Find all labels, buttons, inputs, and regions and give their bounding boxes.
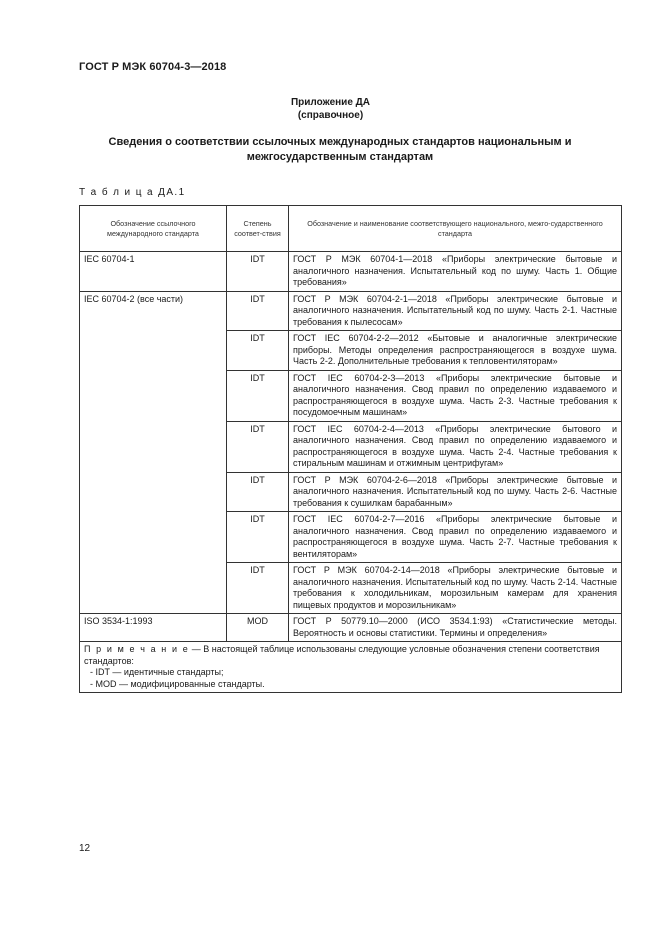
cell-degree: IDT bbox=[227, 291, 289, 331]
document-code-header: ГОСТ Р МЭК 60704-3—2018 bbox=[79, 61, 227, 73]
table-row bbox=[80, 614, 622, 642]
section-title-line-1: Сведения о соответствии ссылочных международных стандартов национальным и bbox=[108, 136, 572, 148]
standards-correspondence-table bbox=[79, 205, 622, 693]
header-national-standard: Обозначение и наименование соответствующего национального, межго-сударственного стандарта bbox=[289, 206, 622, 252]
cell-ref: IEC 60704-2 (все части) bbox=[80, 291, 227, 614]
appendix-heading bbox=[0, 96, 661, 122]
table-note-row bbox=[80, 642, 622, 693]
cell-national-standard: ГОСТ Р 50779.10—2000 (ИСО 3534.1:93) «Статистические методы. Вероятность и основы статистики. Термины и определения» bbox=[289, 614, 622, 642]
cell-degree: MOD bbox=[227, 614, 289, 642]
cell-degree: IDT bbox=[227, 421, 289, 472]
cell-national-standard: ГОСТ Р МЭК 60704-2-6—2018 «Приборы электрические бытовые и аналогичного назначения. Испытательный код по шуму. Часть 2-6. Частные требования к сушилкам барабанным» bbox=[289, 472, 622, 512]
cell-degree: IDT bbox=[227, 252, 289, 292]
cell-degree: IDT bbox=[227, 512, 289, 563]
header-degree: Степень соответ-ствия bbox=[227, 206, 289, 252]
note-item-mod: - MOD — модифицированные стандарты. bbox=[90, 678, 265, 689]
table-caption: Т а б л и ц а ДА.1 bbox=[79, 187, 186, 198]
cell-national-standard: ГОСТ IEC 60704-2-4—2013 «Приборы электрические бытового и аналогичного назначения. Свод правил по определению издаваемого и распространяющегося в воздухе шума. Часть 2-4. Частные требования к стиральным машинам и отжимным центрифугам» bbox=[289, 421, 622, 472]
section-title bbox=[90, 135, 590, 165]
note-label: П р и м е ч а н и е bbox=[84, 644, 190, 654]
cell-degree: IDT bbox=[227, 563, 289, 614]
table-row bbox=[80, 291, 622, 331]
cell-ref: IEC 60704-1 bbox=[80, 252, 227, 292]
note-text: — В настоящей таблице использованы следующие условные обозначения степени соответствия стандартов: bbox=[84, 644, 600, 666]
table-row bbox=[80, 252, 622, 292]
section-title-line-2: межгосударственным стандартам bbox=[246, 151, 434, 163]
cell-national-standard: ГОСТ Р МЭК 60704-1—2018 «Приборы электрические бытовые и аналогичного назначения. Испытательный код по шуму. Часть 1. Общие требования» bbox=[289, 252, 622, 292]
cell-degree: IDT bbox=[227, 331, 289, 371]
header-ref-standard: Обозначение ссылочного международного стандарта bbox=[80, 206, 227, 252]
page-number: 12 bbox=[79, 843, 91, 854]
table-header-row bbox=[80, 206, 622, 252]
cell-national-standard: ГОСТ IEC 60704-2-3—2013 «Приборы электрические бытовые и аналогичного назначения. Свод правил по определению издаваемого и распространяющегося в воздухе шума. Часть 2-3. Частные требования к посудомоечным машинам» bbox=[289, 370, 622, 421]
cell-national-standard: ГОСТ Р МЭК 60704-2-1—2018 «Приборы электрические бытовые и аналогичного назначения. Испытательный код по шуму. Часть 2-1. Частные требования к пылесосам» bbox=[289, 291, 622, 331]
cell-ref: ISO 3534-1:1993 bbox=[80, 614, 227, 642]
cell-degree: IDT bbox=[227, 370, 289, 421]
cell-national-standard: ГОСТ IEC 60704-2-2—2012 «Бытовые и аналогичные электрические приборы. Методы определения распространяющегося в воздухе шума. Часть 2-2. Дополнительные требования к тепловентиляторам» bbox=[289, 331, 622, 371]
table-note bbox=[80, 642, 622, 693]
appendix-subtitle: (справочное) bbox=[297, 110, 364, 121]
note-item-idt: - IDT — идентичные стандарты; bbox=[90, 667, 224, 677]
appendix-title: Приложение ДА bbox=[290, 97, 371, 108]
cell-national-standard: ГОСТ IEC 60704-2-7—2016 «Приборы электрические бытовые и аналогичного назначения. Свод правил по определению издаваемого и распространяющегося в воздухе шума. Часть 2-7. Частные требования к вентиляторам» bbox=[289, 512, 622, 563]
cell-degree: IDT bbox=[227, 472, 289, 512]
note-intro bbox=[84, 644, 617, 667]
cell-national-standard: ГОСТ Р МЭК 60704-2-14—2018 «Приборы электрические бытовые и аналогичного назначения. Испытательный код по шуму. Часть 2-14. Частные требования к холодильникам, морозильным камерам для хранения пищевых продуктов и морозильникам» bbox=[289, 563, 622, 614]
